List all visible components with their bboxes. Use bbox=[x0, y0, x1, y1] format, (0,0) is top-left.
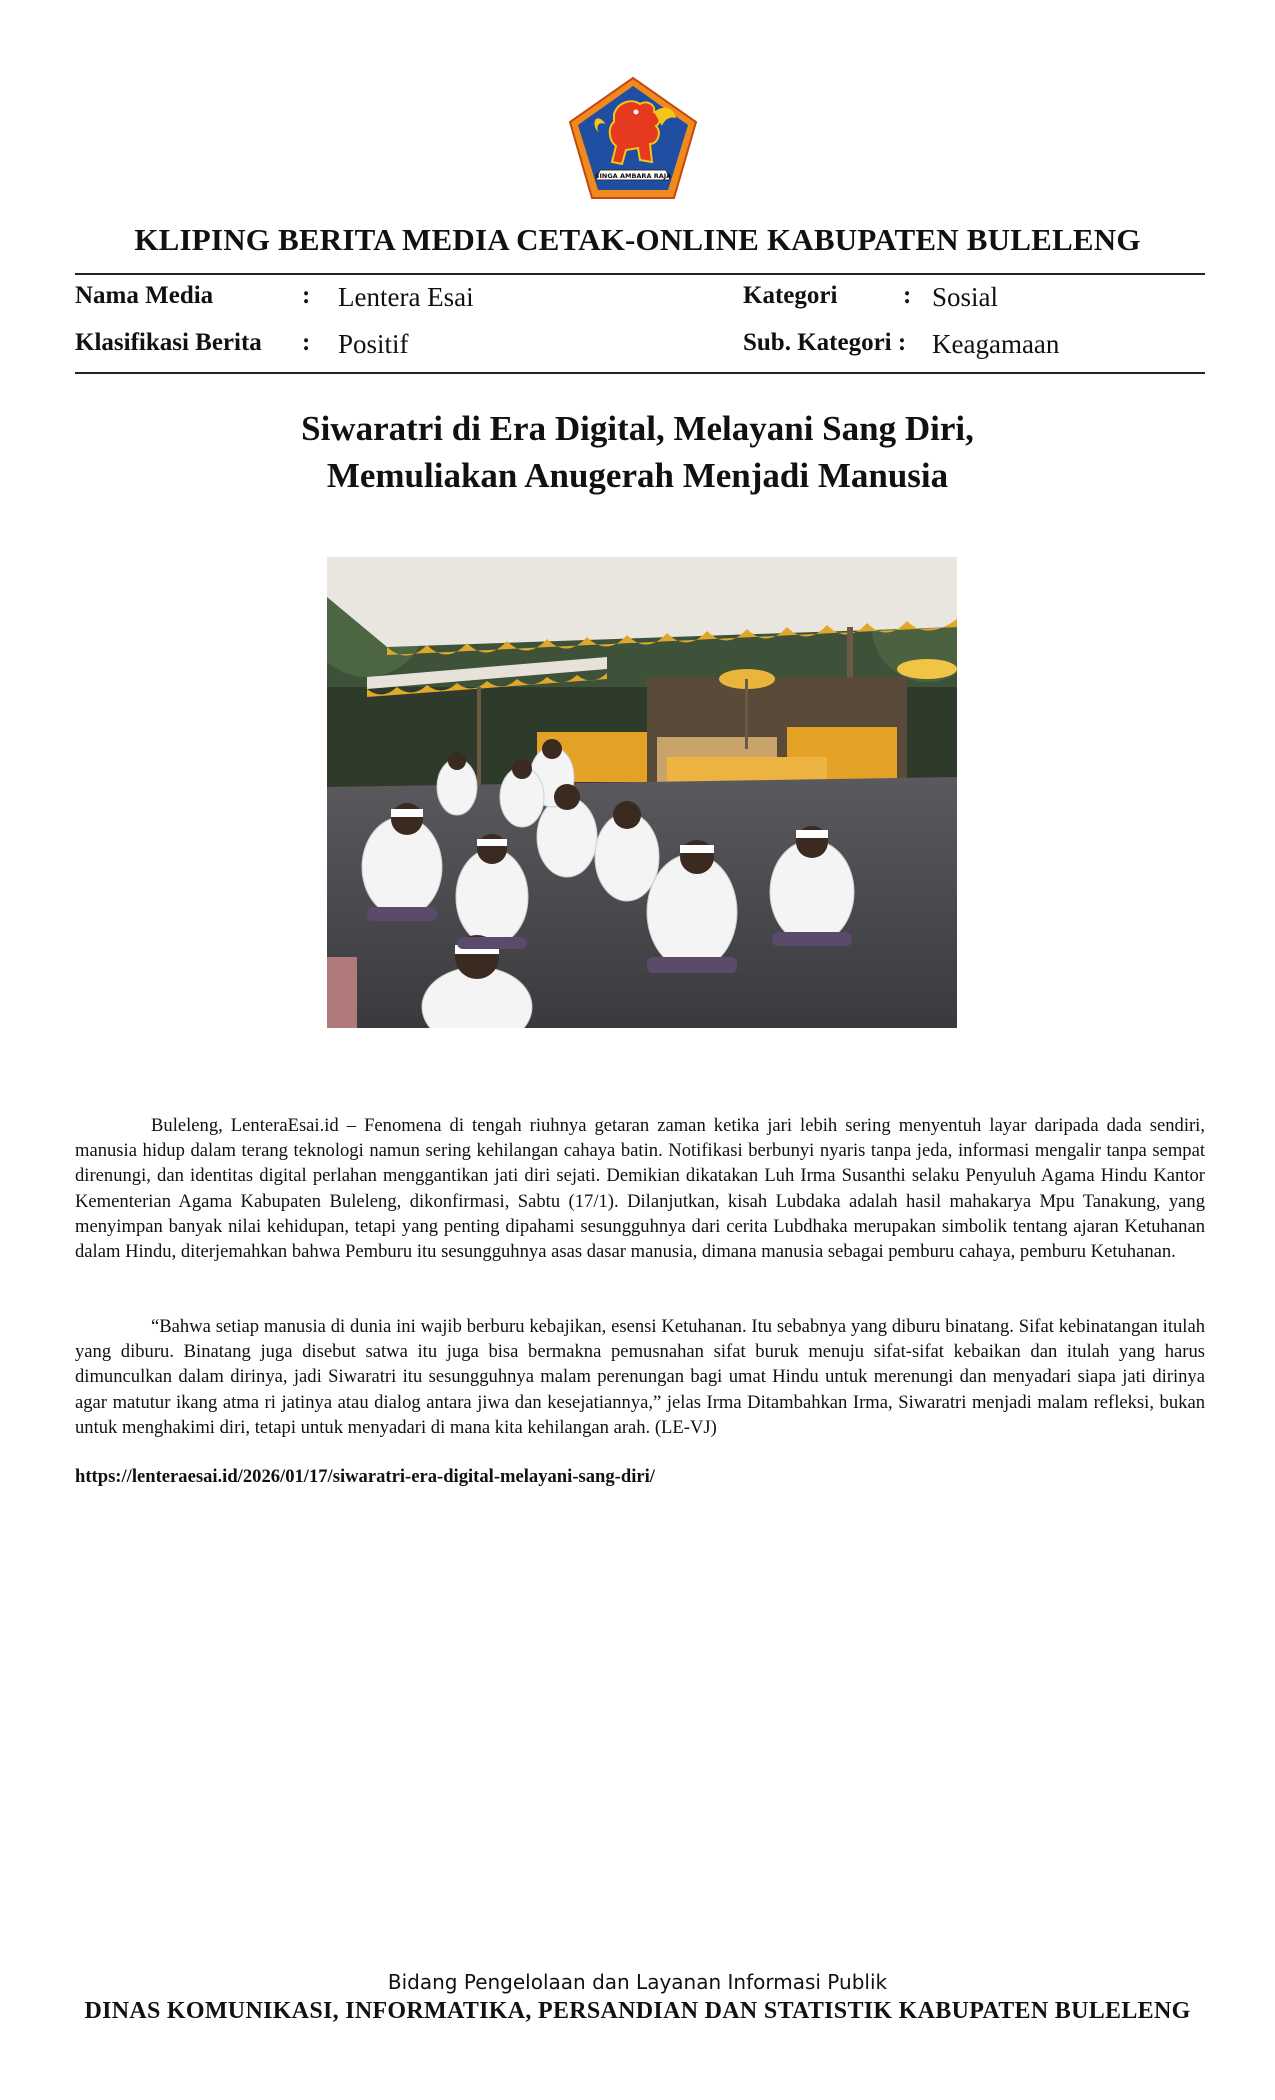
classification-value: Positif bbox=[338, 329, 409, 359]
article-paragraph-1-text: Buleleng, LenteraEsai.id – Fenomena di tengah riuhnya getaran zaman ketika jari lebih sering menyentuh layar daripada dada sendiri, manusia hidup dalam terang teknologi namun sering kehilangan cahaya batin. Notifikasi berbunyi nyaris tanpa jeda, informasi mengalir tanpa sempat direnungi, dan identitas digital perlahan menggantikan jati diri sejati. Demikian dikatakan Luh Irma Susanthi selaku Penyuluh Agama Hindu Kantor Kementerian Agama Kabupaten Buleleng, dikonfirmasi, Sabtu (17/1). Dilanjutkan, kisah Lubdaka adalah hasil mahakarya Mpu Tanakung, yang menyimpan banyak nilai kehidupan, tetapi yang penting dipahami sesungguhnya dari cerita Lubdhaka merupakan simbolik tentang ajaran Ketuhanan dalam Hindu, diterjemahkan bahwa Pemburu itu sesungguhnya asas dasar manusia, dimana manusia sebagai pemburu cahaya, pemburu Ketuhanan. bbox=[75, 1115, 1205, 1263]
footer-agency-name: DINAS KOMUNIKASI, INFORMATIKA, PERSANDIAN DAN STATISTIK KABUPATEN BULELENG bbox=[84, 1998, 1191, 2024]
media-name-label: Nama Media bbox=[75, 282, 214, 309]
classification-label: Klasifikasi Berita bbox=[75, 329, 262, 356]
article-title bbox=[0, 405, 1275, 499]
clipping-header-title: KLIPING BERITA MEDIA CETAK-ONLINE KABUPATEN BULELENG bbox=[134, 222, 1141, 257]
article-paragraph-2 bbox=[75, 1314, 1205, 1440]
subcategory-value: Keagamaan bbox=[932, 329, 1060, 359]
category-value: Sosial bbox=[932, 282, 999, 312]
temple-ceremony-photo bbox=[327, 557, 957, 1028]
article-title-line-2: Memuliakan Anugerah Menjadi Manusia bbox=[326, 456, 949, 495]
category-label: Kategori bbox=[743, 282, 838, 309]
media-name-colon: : bbox=[302, 282, 311, 309]
article-paragraph-2-text: “Bahwa setiap manusia di dunia ini wajib berburu kebajikan, esensi Ketuhanan. Itu sebabnya yang diburu binatang. Sifat kebinatangan itulah yang diburu. Binatang juga disebut satwa itu juga bisa bermakna pemusnahan sifat buruk menuju sifat-sifat kebaikan dan itulah yang harus dimunculkan dalam dirinya, jadi Siwaratri itu sesungguhnya malam perenungan bagi umat Hindu untuk merenungi dan menyadari siapa jati dirinya agar matutur ikang atma ri jatinya atau dialog antara jiwa dan kesejatiannya,” jelas Irma Ditambahkan Irma, Siwaratri menjadi malam refleksi, bukan untuk menghakimi diri, tetapi untuk menyadari di mana kita kehilangan arah. (LE-VJ) bbox=[75, 1316, 1205, 1438]
article-title-line-1: Siwaratri di Era Digital, Melayani Sang Diri, bbox=[301, 409, 974, 448]
media-name-value: Lentera Esai bbox=[338, 282, 474, 312]
logo-motto: SINGA AMBARA RAJA bbox=[594, 172, 672, 180]
header-divider-bottom bbox=[75, 372, 1205, 374]
buleleng-regency-logo bbox=[566, 74, 700, 202]
header-divider-top bbox=[75, 273, 1205, 275]
category-colon: : bbox=[903, 282, 912, 309]
source-url-link[interactable]: https://lenteraesai.id/2026/01/17/siwaratri-era-digital-melayani-sang-diri/ bbox=[75, 1466, 655, 1487]
footer-division-name: Bidang Pengelolaan dan Layanan Informasi Publik bbox=[387, 1970, 888, 1994]
subcategory-label: Sub. Kategori : bbox=[743, 329, 907, 356]
article-paragraph-1 bbox=[75, 1113, 1205, 1264]
classification-colon: : bbox=[302, 329, 311, 356]
